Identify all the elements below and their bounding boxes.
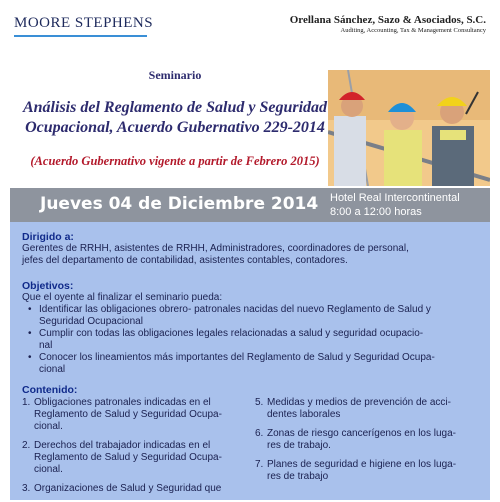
dirigido-line-1: Gerentes de RRHH, asistentes de RRHH, Administradores, coordinadores de personal,: [22, 243, 409, 254]
bullet-icon: •: [28, 304, 32, 315]
item-line: res de trabajo: [267, 471, 329, 482]
item-line: dentes laborales: [267, 409, 341, 420]
objetivo-2-line-2: nal: [39, 340, 53, 351]
list-item: [22, 483, 247, 495]
title-line-2: Ocupacional, Acuerdo Gubernativo 229-2014: [25, 119, 325, 136]
list-item: [255, 397, 485, 421]
item-number: 6.: [255, 428, 264, 439]
list-item: [255, 459, 485, 483]
dirigido-section: [22, 231, 482, 267]
item-line: cional.: [34, 464, 63, 475]
objetivo-1-line-1: Identificar las obligaciones obrero- patronales nacidas del nuevo Reglamento de Salud y: [39, 304, 431, 315]
objetivos-list: [22, 304, 488, 376]
seminar-subtitle: (Acuerdo Gubernativo vigente a partir de Febrero 2015): [30, 154, 320, 168]
date-band: [10, 188, 490, 222]
contenido-heading: Contenido:: [22, 384, 78, 396]
logo-underline: [14, 35, 147, 37]
dirigido-heading: Dirigido a:: [22, 231, 74, 243]
firm-logo: [290, 14, 486, 34]
event-time: 8:00 a 12:00 horas: [330, 206, 422, 218]
dirigido-line-2: jefes del departamento de contabilidad, asistentes contables, contadores.: [22, 255, 348, 266]
seminar-title: [10, 98, 340, 138]
item-line: Derechos del trabajador indicadas en el: [34, 440, 211, 451]
objetivos-section: [22, 280, 488, 376]
item-number: 1.: [22, 397, 31, 408]
item-number: 7.: [255, 459, 264, 470]
item-line: Planes de seguridad e higiene en los luga-: [267, 459, 457, 470]
item-line: cional.: [34, 421, 63, 432]
workers-photo: [328, 70, 490, 186]
seminar-kicker: Seminario: [148, 68, 202, 82]
contenido-left-column: [22, 397, 247, 502]
list-item: [255, 428, 485, 452]
firm-name: Orellana Sánchez, Sazo & Asociados, S.C.: [289, 14, 486, 26]
item-number: 2.: [22, 440, 31, 451]
item-line: Zonas de riesgo cancerígenos en los luga-: [267, 428, 457, 439]
item-line: Reglamento de Salud y Seguridad Ocupa-: [34, 409, 222, 420]
event-venue: Hotel Real Intercontinental: [330, 192, 460, 204]
objetivo-2-line-1: Cumplir con todas las obligaciones legales relacionadas a salud y seguridad ocupacio-: [39, 328, 424, 339]
list-item: [22, 328, 488, 352]
event-date: Jueves 04 de Diciembre 2014: [40, 194, 319, 214]
item-line: res de trabajo.: [267, 440, 331, 451]
objetivo-3-line-2: cional: [39, 364, 66, 375]
objetivos-heading: Objetivos:: [22, 280, 74, 292]
header: [0, 0, 500, 56]
item-number: 3.: [22, 483, 31, 494]
item-number: 5.: [255, 397, 264, 408]
contenido-heading-wrap: [22, 384, 222, 396]
item-line: Obligaciones patronales indicadas en el: [34, 397, 211, 408]
list-item: [22, 304, 488, 328]
item-line: Medidas y medios de prevención de acci-: [267, 397, 451, 408]
contenido-right-column: [255, 397, 485, 490]
objetivo-3-line-1: Conocer los lineamientos más importantes del Reglamento de Salud y Seguridad Ocupa-: [39, 352, 435, 363]
event-venue-block: [330, 191, 460, 219]
firm-tagline: Auditing, Accounting, Tax & Management Consultancy: [340, 27, 486, 34]
objetivos-intro: Que el oyente al finalizar el seminario pueda:: [22, 292, 223, 303]
list-item: [22, 352, 488, 376]
bullet-icon: •: [28, 328, 32, 339]
title-line-1: Análisis del Reglamento de Salud y Seguridad: [22, 99, 328, 116]
moore-stephens-logo: MOORE STEPHENS: [14, 15, 154, 31]
list-item: [22, 397, 247, 433]
objetivo-1-line-2: Seguridad Ocupacional: [39, 316, 143, 327]
item-line: Reglamento de Salud y Seguridad Ocupa-: [34, 452, 222, 463]
list-item: [22, 440, 247, 476]
item-line: Organizaciones de Salud y Seguridad que: [34, 483, 222, 494]
bullet-icon: •: [28, 352, 32, 363]
